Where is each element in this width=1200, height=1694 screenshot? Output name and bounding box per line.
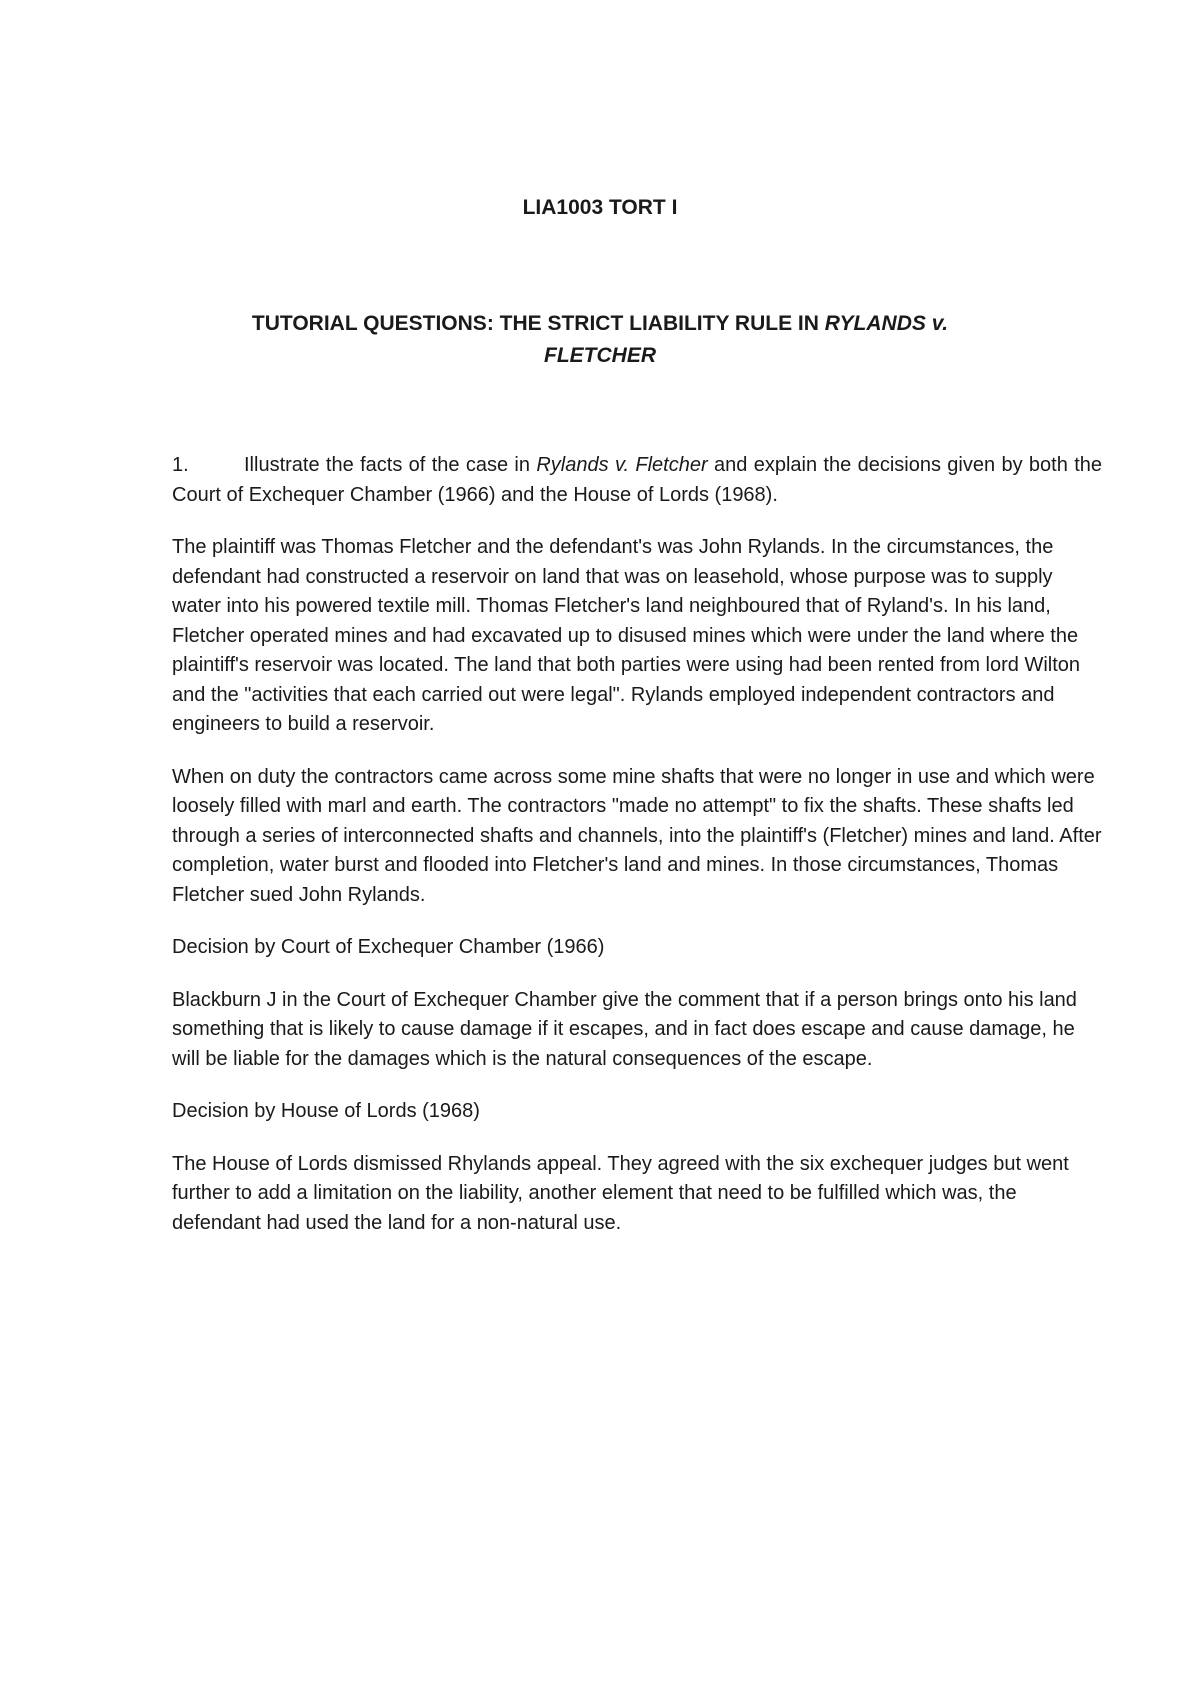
tutorial-title-prefix: TUTORIAL QUESTIONS: THE STRICT LIABILITY RULE IN [251,312,825,335]
lords-decision-heading: Decision by House of Lords (1968) [172,1100,480,1122]
question-number: 1. [172,454,189,476]
document-body [172,451,1102,1261]
question-1 [172,451,1102,510]
exchequer-decision-heading: Decision by Court of Exchequer Chamber (1966) [172,936,605,958]
tutorial-title [200,308,1000,372]
question-text-before: Illustrate the facts of the case in [244,454,537,476]
exchequer-decision-paragraph: Blackburn J in the Court of Exchequer Chamber give the comment that if a person brings onto his land something that is likely to cause damage if it escapes, and in fact does escape and cause damage, he will be liable for the damages which is the natural consequences of the escape. [172,988,1077,1070]
lords-decision-paragraph: The House of Lords dismissed Rhylands appeal. They agreed with the six exchequer judges but went further to add a limitation on the liability, another element that need to be fulfilled which was, the defendant had used the land for a non-natural use. [172,1152,1069,1234]
facts-paragraph-1: The plaintiff was Thomas Fletcher and the defendant's was John Rylands. In the circumstances, the defendant had constructed a reservoir on land that was on leasehold, whose purpose was to supply water into his powered textile mill. Thomas Fletcher's land neighboured that of Ryland's. In his land, Fletcher operated mines and had excavated up to disused mines which were under the land where the plaintiff's reservoir was located. The land that both parties were using had been rented from lord Wilton and the "activities that each carried out were legal". Rylands employed independent contractors and engineers to build a reservoir. [172,536,1081,735]
question-text-after: and explain the decisions given by both the Court of Exchequer Chamber (1966) and the House of Lords (1968). [172,454,1103,506]
course-title: LIA1003 TORT I [522,196,678,219]
question-case-name: Rylands v. Fletcher [536,454,708,476]
facts-paragraph-2: When on duty the contractors came across some mine shafts that were no longer in use and which were loosely filled with marl and earth. The contractors "made no attempt" to fix the shafts. These shafts led through a series of interconnected shafts and channels, into the plaintiff's (Fletcher) mines and land. After completion, water burst and flooded into Fletcher's land and mines. In those circumstances, Thomas Fletcher sued John Rylands. [172,765,1102,906]
tutorial-title-case-name: RYLANDS v. FLETCHER [544,312,949,367]
